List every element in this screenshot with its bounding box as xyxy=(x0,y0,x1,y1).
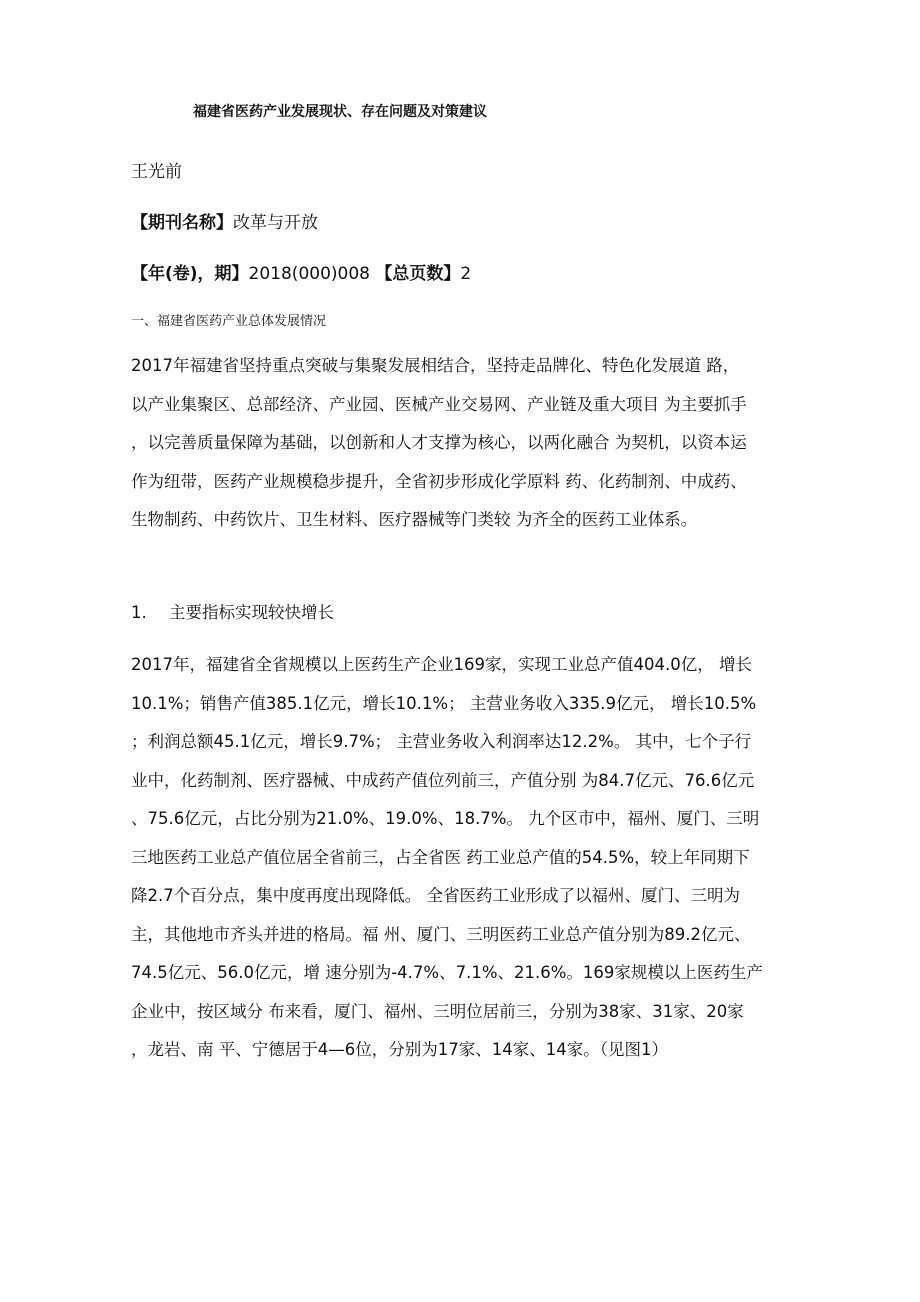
paragraph-line: 10.1%；销售产值385.1亿元，增长10.1%； 主营业务收入335.9亿元， 增长10.5% xyxy=(131,693,757,713)
paragraph-line: 业中，化药制剂、医疗器械、中成药产值位列前三，产值分别 为84.7亿元、76.6亿元 xyxy=(131,770,755,790)
paragraph-line: 三地医药工业总产值位居全省前三，占全省医 药工业总产值的54.5%，较上年同期下 xyxy=(131,847,750,867)
year-label: 【年(卷)，期】 xyxy=(131,264,249,284)
paragraph-line: ；利润总额45.1亿元，增长9.7%； 主营业务收入利润率达12.2%。 其中，七个子行 xyxy=(131,732,752,751)
paragraph-1 xyxy=(131,347,821,540)
paragraph-line: 降2.7个百分点，集中度再度出现降低。 全省医药工业形成了以福州、厦门、三明为 xyxy=(131,886,740,905)
paragraph-line: 企业中，按区域分 布来看，厦门、福州、三明位居前三，分别为38家、31家、20家 xyxy=(131,1001,744,1021)
year-line xyxy=(131,259,471,284)
year-value: 2018(000)008 xyxy=(248,264,370,284)
paragraph-line: 2017年，福建省全省规模以上医药生产企业169家，实现工业总产值404.0亿， 增长 xyxy=(131,655,752,674)
subheading xyxy=(131,599,334,623)
paragraph-2 xyxy=(131,646,821,1070)
author: 王光前 xyxy=(131,162,182,182)
paragraph-line: 、75.6亿元，占比分别为21.0%、19.0%、18.7%。 九个区市中，福州、厦门、三明 xyxy=(131,809,760,828)
paragraph-line: 生物制药、中药饮片、卫生材料、医疗器械等门类较 为齐全的医药工业体系。 xyxy=(131,510,698,529)
subheading-text: 主要指标实现较快增长 xyxy=(169,603,334,622)
pages-label: 【总页数】 xyxy=(375,264,461,284)
paragraph-line: ，以完善质量保障为基础，以创新和人才支撑为核心，以两化融合 为契机，以资本运 xyxy=(131,433,747,452)
subheading-number: 1. xyxy=(131,603,147,622)
section-heading: 一、福建省医药产业总体发展情况 xyxy=(131,314,327,329)
paragraph-line: ，龙岩、南 平、宁德居于4—6位，分别为17家、14家、14家。（见图1） xyxy=(131,1040,668,1059)
journal-label: 【期刊名称】 xyxy=(131,213,233,233)
paragraph-line: 74.5亿元、56.0亿元，增 速分别为-4.7%、7.1%、21.6%。169家规模以上医药生产 xyxy=(131,963,763,982)
document-title: 福建省医药产业发展现状、存在问题及对策建议 xyxy=(193,104,487,120)
paragraph-line: 主，其他地市齐头并进的格局。福 州、厦门、三明医药工业总产值分别为89.2亿元、 xyxy=(131,924,751,944)
pages-value: 2 xyxy=(460,264,472,284)
journal-line xyxy=(131,208,318,233)
paragraph-line: 2017年福建省坚持重点突破与集聚发展相结合，坚持走品牌化、特色化发展道 路， xyxy=(131,356,740,375)
paragraph-line: 以产业集聚区、总部经济、产业园、医械产业交易网、产业链及重大项目 为主要抓手 xyxy=(131,394,747,414)
journal-value: 改革与开放 xyxy=(233,213,318,233)
paragraph-line: 作为纽带，医药产业规模稳步提升，全省初步形成化学原料 药、化药制剂、中成药、 xyxy=(131,471,747,491)
